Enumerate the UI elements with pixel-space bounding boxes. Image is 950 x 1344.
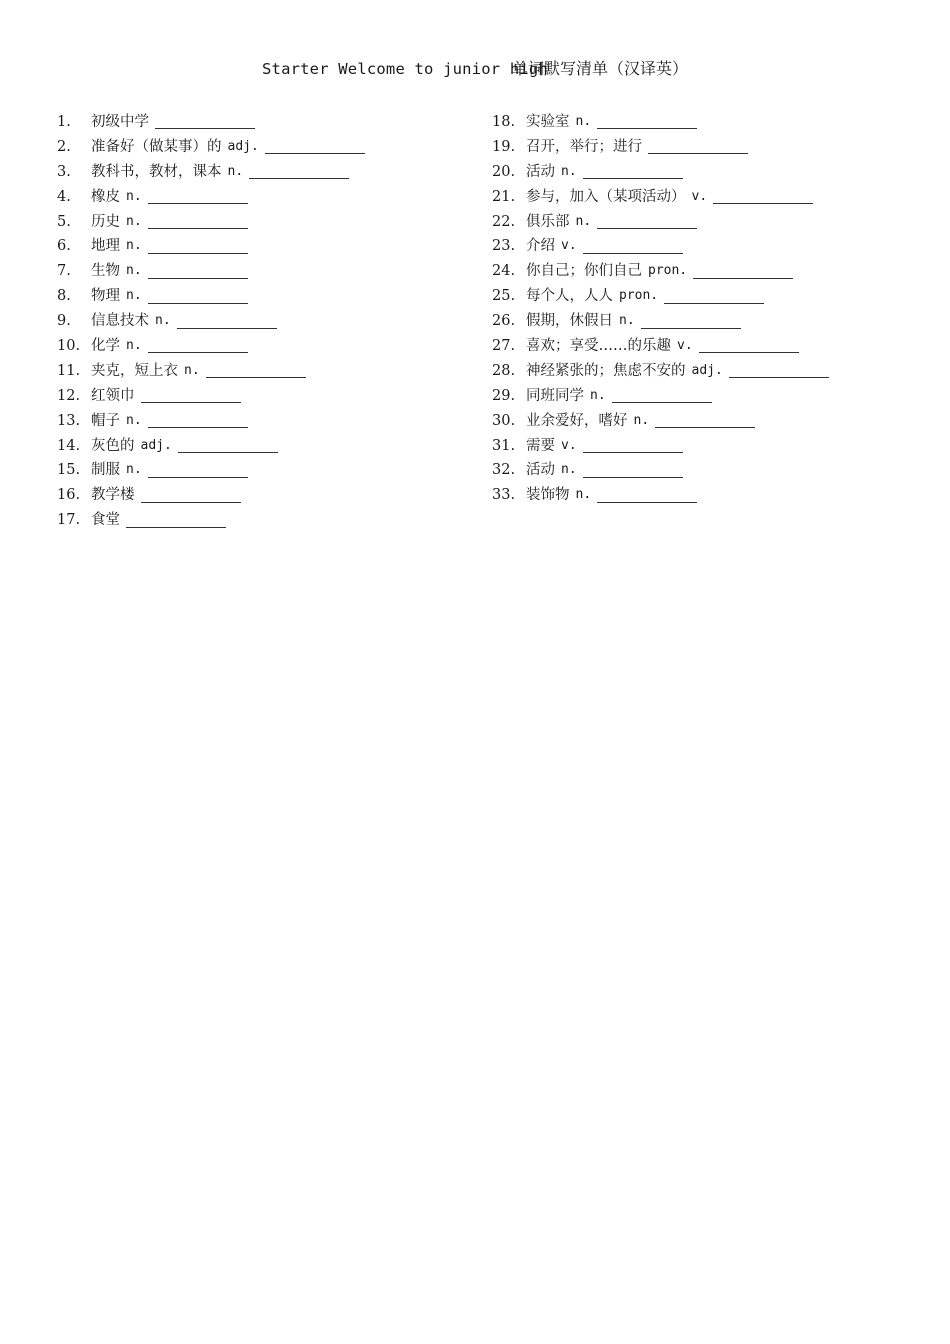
- item-part-of-speech: v.: [561, 238, 577, 254]
- answer-blank-line[interactable]: [148, 252, 248, 254]
- item-chinese-term: 制服: [91, 462, 120, 479]
- answer-blank-line[interactable]: [148, 277, 248, 279]
- vocab-item: [492, 160, 829, 185]
- item-chinese-term: 地理: [91, 238, 120, 255]
- vocab-item: [492, 210, 829, 235]
- vocab-item: [492, 334, 829, 359]
- item-part-of-speech: v.: [677, 338, 693, 354]
- item-chinese-term: 帽子: [91, 412, 120, 429]
- item-number: 27.: [492, 338, 516, 355]
- item-chinese-term: 业余爱好，嗜好: [526, 412, 628, 429]
- answer-blank-line[interactable]: [648, 152, 748, 154]
- vocab-item: [492, 284, 829, 309]
- item-number: 16.: [57, 487, 81, 504]
- vocab-list-left: [57, 110, 365, 533]
- item-chinese-term: 召开，举行；进行: [526, 138, 642, 155]
- answer-blank-line[interactable]: [141, 401, 241, 403]
- item-part-of-speech: adj.: [227, 138, 259, 154]
- answer-blank-line[interactable]: [693, 277, 793, 279]
- answer-blank-line[interactable]: [148, 351, 248, 353]
- item-chinese-term: 假期，休假日: [526, 313, 613, 330]
- vocab-item: [492, 259, 829, 284]
- item-number: 5.: [57, 213, 71, 230]
- page-title: [0, 56, 950, 79]
- item-part-of-speech: n.: [126, 238, 142, 254]
- item-number: 11.: [57, 362, 81, 379]
- item-number: 18.: [492, 114, 516, 130]
- vocab-item: [492, 409, 829, 434]
- item-number: 7.: [57, 263, 71, 280]
- answer-blank-line[interactable]: [699, 351, 799, 353]
- answer-blank-line[interactable]: [249, 177, 349, 179]
- item-number: 8.: [57, 288, 71, 305]
- item-part-of-speech: pron.: [648, 263, 688, 279]
- item-number: 9.: [57, 313, 71, 330]
- item-number: 14.: [57, 437, 81, 454]
- vocab-item: [492, 384, 829, 409]
- answer-blank-line[interactable]: [612, 401, 712, 403]
- item-chinese-term: 橡皮: [91, 188, 120, 205]
- item-number: 3.: [57, 163, 71, 180]
- vocab-item: [57, 434, 365, 459]
- answer-blank-line[interactable]: [177, 327, 277, 329]
- item-chinese-term: 夹克，短上衣: [91, 362, 178, 379]
- item-part-of-speech: n.: [619, 313, 635, 329]
- item-number: 23.: [492, 238, 516, 255]
- item-part-of-speech: n.: [227, 163, 244, 179]
- item-chinese-term: 参与，加入（某项活动）: [526, 188, 686, 205]
- answer-blank-line[interactable]: [583, 177, 683, 179]
- vocab-item: [492, 483, 829, 508]
- item-number: 28.: [492, 362, 516, 379]
- vocab-item: [492, 185, 829, 210]
- item-number: 25.: [492, 288, 516, 305]
- vocab-item: [492, 110, 829, 135]
- vocab-item: [57, 384, 365, 409]
- vocab-item: [57, 334, 365, 359]
- item-part-of-speech: adj.: [691, 362, 723, 378]
- item-part-of-speech: n.: [126, 412, 142, 428]
- item-chinese-term: 物理: [91, 288, 120, 305]
- answer-blank-line[interactable]: [148, 476, 248, 478]
- item-chinese-term: 准备好（做某事）的: [91, 138, 222, 155]
- vocab-item: [492, 135, 829, 160]
- answer-blank-line[interactable]: [155, 127, 255, 129]
- item-chinese-term: 生物: [91, 263, 120, 280]
- vocab-item: [57, 259, 365, 284]
- title-chinese: 单词默写清单（汉译英）: [511, 59, 688, 78]
- item-chinese-term: 红领巾: [91, 387, 135, 404]
- vocab-item: [57, 409, 365, 434]
- item-part-of-speech: v.: [691, 188, 708, 204]
- vocab-list-right: [492, 110, 829, 508]
- answer-blank-line[interactable]: [583, 476, 683, 478]
- answer-blank-line[interactable]: [713, 202, 813, 204]
- item-number: 33.: [492, 487, 516, 504]
- item-part-of-speech: n.: [575, 114, 592, 129]
- answer-blank-line[interactable]: [148, 302, 248, 304]
- item-number: 20.: [492, 163, 516, 180]
- item-number: 13.: [57, 412, 81, 429]
- item-chinese-term: 介绍: [526, 238, 555, 255]
- item-part-of-speech: n.: [575, 487, 592, 503]
- vocab-item: [57, 508, 365, 533]
- answer-blank-line[interactable]: [655, 426, 755, 428]
- item-number: 4.: [57, 188, 71, 205]
- answer-blank-line[interactable]: [597, 501, 697, 503]
- vocab-item: [57, 160, 365, 185]
- item-chinese-term: 你自己；你们自己: [526, 263, 642, 280]
- vocab-item: [57, 135, 365, 160]
- item-number: 17.: [57, 512, 81, 529]
- answer-blank-line[interactable]: [664, 302, 764, 304]
- item-part-of-speech: v.: [561, 437, 577, 453]
- item-part-of-speech: adj.: [140, 437, 172, 453]
- item-chinese-term: 食堂: [91, 512, 120, 529]
- item-chinese-term: 活动: [526, 462, 555, 479]
- vocab-item: [57, 458, 365, 483]
- answer-blank-line[interactable]: [148, 202, 248, 204]
- answer-blank-line[interactable]: [583, 451, 683, 453]
- vocab-item: [492, 458, 829, 483]
- item-chinese-term: 俱乐部: [526, 213, 570, 230]
- item-number: 26.: [492, 313, 516, 330]
- item-part-of-speech: n.: [561, 163, 577, 179]
- item-chinese-term: 喜欢；享受……的乐趣: [526, 338, 671, 355]
- vocab-item: [492, 434, 829, 459]
- item-chinese-term: 历史: [91, 213, 120, 230]
- vocab-item: [492, 309, 829, 334]
- vocab-item: [492, 234, 829, 259]
- item-chinese-term: 活动: [526, 163, 555, 180]
- item-chinese-term: 每个人，人人: [526, 288, 613, 305]
- item-part-of-speech: pron.: [619, 288, 659, 304]
- vocab-item: [57, 284, 365, 309]
- vocab-item: [57, 185, 365, 210]
- answer-blank-line[interactable]: [206, 376, 306, 378]
- item-part-of-speech: n.: [126, 462, 142, 478]
- item-chinese-term: 信息技术: [91, 313, 149, 330]
- title-english: Starter Welcome to junior high: [262, 60, 548, 78]
- item-number: 1.: [57, 114, 71, 130]
- item-chinese-term: 同班同学: [526, 387, 584, 404]
- item-part-of-speech: n.: [126, 188, 142, 204]
- item-part-of-speech: n.: [155, 313, 171, 329]
- item-number: 30.: [492, 412, 516, 429]
- item-part-of-speech: n.: [126, 338, 142, 354]
- answer-blank-line[interactable]: [265, 152, 365, 154]
- item-chinese-term: 实验室: [526, 114, 570, 130]
- item-chinese-term: 初级中学: [91, 114, 149, 130]
- item-part-of-speech: n.: [184, 362, 200, 378]
- item-chinese-term: 教科书，教材，课本: [91, 163, 222, 180]
- item-number: 19.: [492, 138, 516, 155]
- answer-blank-line[interactable]: [597, 127, 697, 129]
- answer-blank-line[interactable]: [148, 227, 248, 229]
- item-part-of-speech: n.: [590, 387, 606, 403]
- item-number: 6.: [57, 238, 71, 255]
- item-number: 29.: [492, 387, 516, 404]
- answer-blank-line[interactable]: [597, 227, 697, 229]
- item-number: 12.: [57, 387, 81, 404]
- item-part-of-speech: n.: [575, 213, 592, 229]
- answer-blank-line[interactable]: [729, 376, 829, 378]
- answer-blank-line[interactable]: [141, 501, 241, 503]
- vocab-item: [57, 309, 365, 334]
- item-chinese-term: 需要: [526, 437, 555, 454]
- answer-blank-line[interactable]: [126, 526, 226, 528]
- item-number: 15.: [57, 462, 81, 479]
- item-part-of-speech: n.: [126, 213, 142, 229]
- vocab-item: [57, 210, 365, 235]
- item-number: 32.: [492, 462, 516, 479]
- answer-blank-line[interactable]: [583, 252, 683, 254]
- item-part-of-speech: n.: [561, 462, 577, 478]
- item-chinese-term: 教学楼: [91, 487, 135, 504]
- item-number: 21.: [492, 188, 516, 205]
- vocab-item: [57, 483, 365, 508]
- item-chinese-term: 装饰物: [526, 487, 570, 504]
- vocab-item: [57, 359, 365, 384]
- answer-blank-line[interactable]: [641, 327, 741, 329]
- item-chinese-term: 化学: [91, 338, 120, 355]
- item-chinese-term: 神经紧张的；焦虑不安的: [526, 362, 686, 379]
- item-number: 24.: [492, 263, 516, 280]
- answer-blank-line[interactable]: [178, 451, 278, 453]
- vocab-item: [57, 234, 365, 259]
- vocab-item: [57, 110, 365, 135]
- item-number: 31.: [492, 437, 516, 454]
- item-part-of-speech: n.: [126, 288, 142, 304]
- item-part-of-speech: n.: [633, 412, 650, 428]
- item-number: 2.: [57, 138, 71, 155]
- item-number: 10.: [57, 338, 81, 355]
- vocab-item: [492, 359, 829, 384]
- item-part-of-speech: n.: [126, 263, 142, 279]
- answer-blank-line[interactable]: [148, 426, 248, 428]
- item-chinese-term: 灰色的: [91, 437, 135, 454]
- item-number: 22.: [492, 213, 516, 230]
